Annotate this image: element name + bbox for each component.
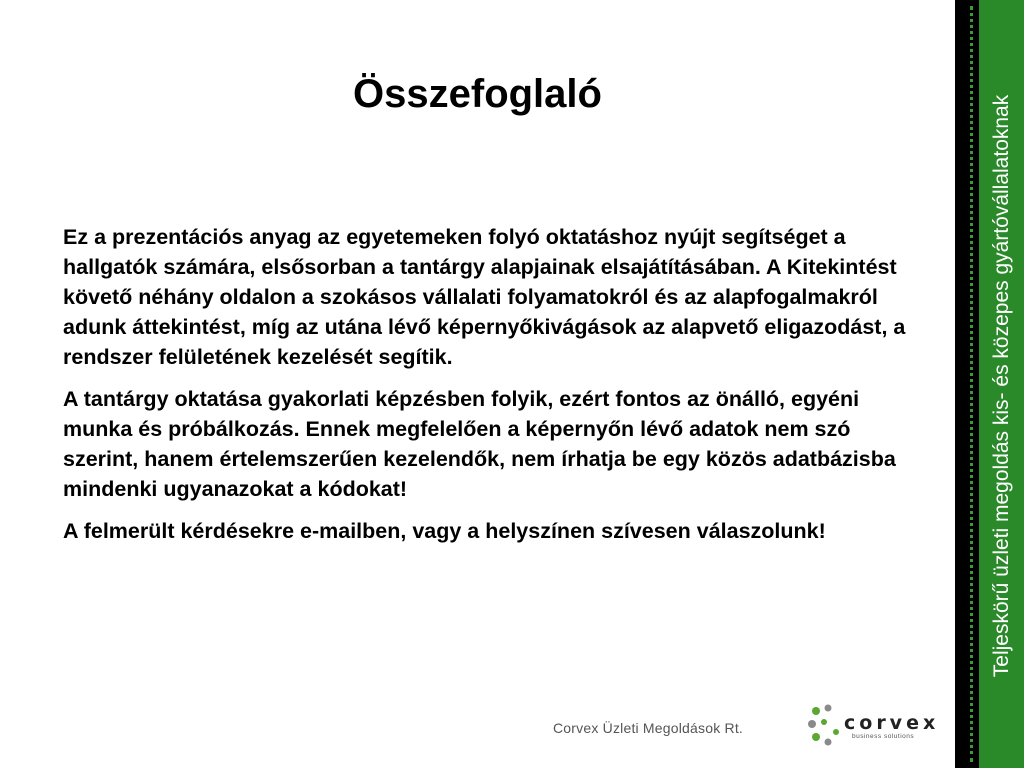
- logo-wordmark: corvex: [844, 712, 940, 734]
- sidebar-dotted-stripe: [970, 6, 973, 762]
- logo-subtitle: business solutions: [852, 733, 915, 740]
- slide-title: Összefoglaló: [353, 72, 602, 116]
- slide-body: [63, 222, 913, 558]
- paragraph-3: A felmerült kérdésekre e-mailben, vagy a helyszínen szívesen válaszolunk!: [63, 519, 826, 543]
- footer-company-name: Corvex Üzleti Megoldások Rt.: [553, 720, 743, 736]
- paragraph-2: A tantárgy oktatása gyakorlati képzésben folyik, ezért fontos az önálló, egyéni munka és próbálkozás. Ennek megfelelően a képernyőn lévő adatok nem szó szerint, hanem értelemszerűen kezelendők, nem írhatja be egy közös adatbázisba mindenki ugyanazokat a kódokat!: [63, 387, 896, 501]
- paragraph-1: Ez a prezentációs anyag az egyetemeken folyó oktatáshoz nyújt segítséget a hallgatók számára, elsősorban a tantárgy alapjainak elsajátításában. A Kitekintést követő néhány oldalon a szokásos vállalati folyamatokról és az alapfogalmakról adunk áttekintést, míg az utána lévő képernyőkivágások az alapvető eligazodást, a rendszer felületének kezelését segítik.: [63, 225, 906, 369]
- sidebar-tagline: Teljeskörű üzleti megoldás kis- és közepes gyártóvállalatoknak: [990, 94, 1013, 678]
